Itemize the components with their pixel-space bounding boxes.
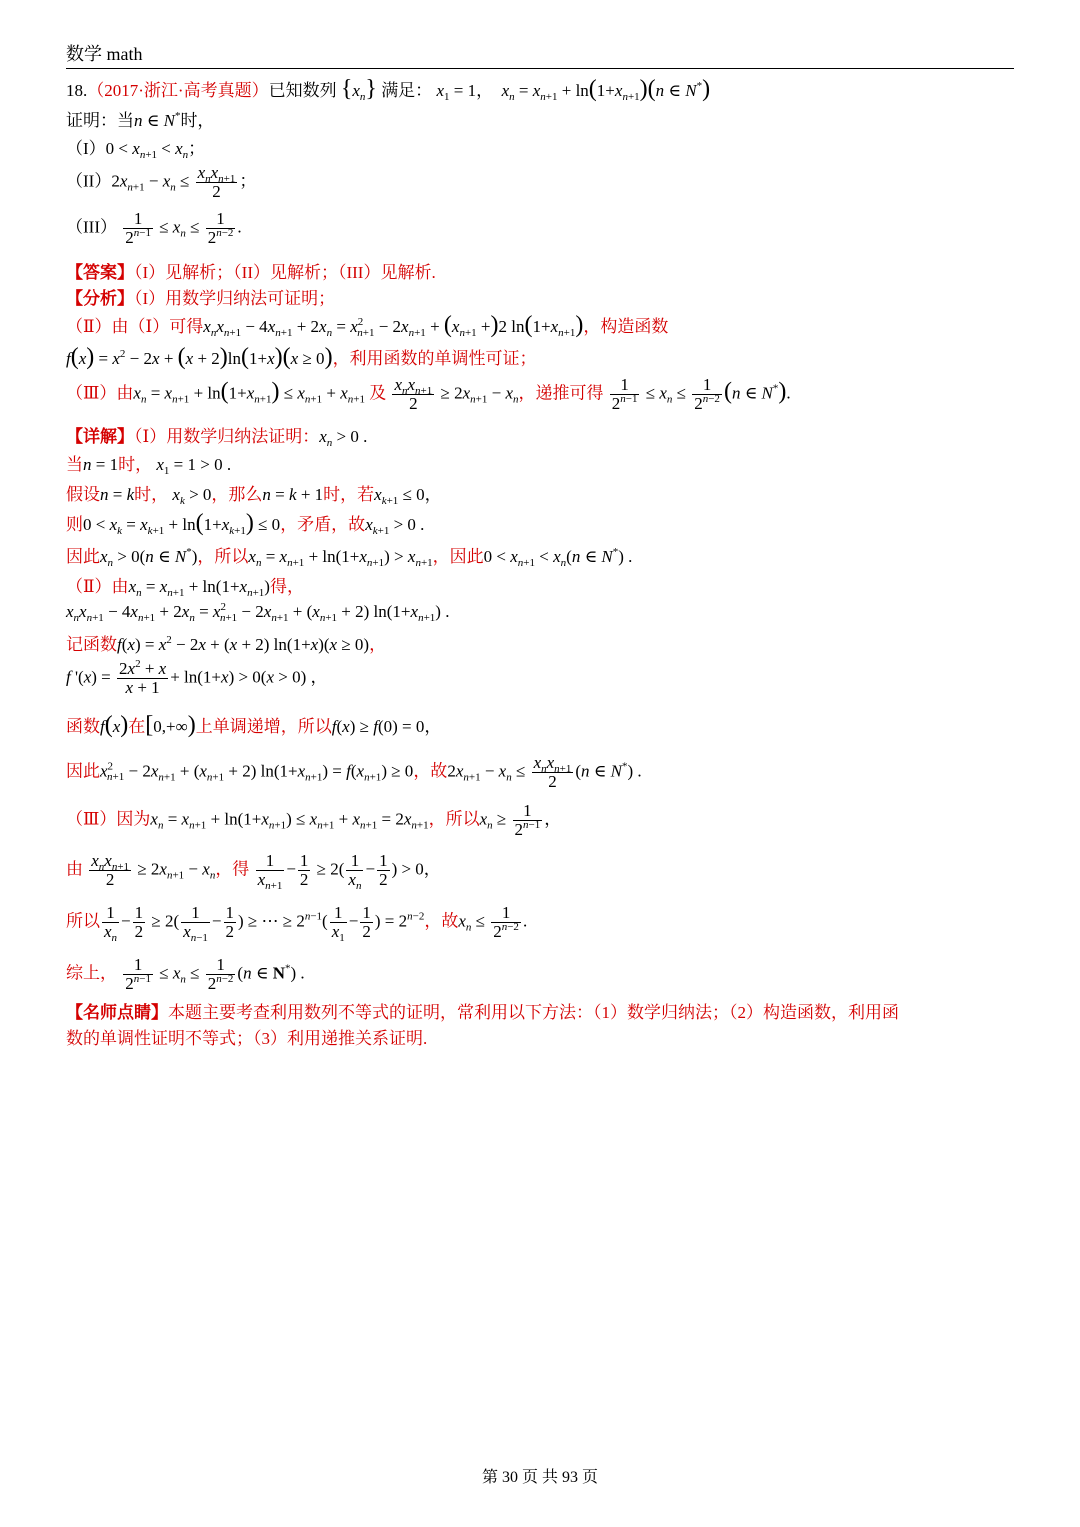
answer-line: 【答案】（I）见解析；（II）见解析；（III）见解析. [66, 263, 436, 282]
part-2: $(II)2x_{n+1} - x_n$ ≤ $\frac{x_nx_{n+1}}{2}$ ； [66, 163, 257, 201]
teacher-note-line-2: 数的单调性证明不等式；（3）利用递推关系证明. [66, 1029, 428, 1048]
detail-line-6: （Ⅱ）由$x_n = x_{n+1} + \ln(1+x_{n+1})$得， [66, 577, 304, 599]
teacher-note-line-1: 【名师点睛】本题主要考查利用数列不等式的证明，常利用以下方法：（1）数学归纳法；（2）构造函数，利用函 [66, 1003, 899, 1022]
part-3: （III） $\frac{1}{2^{n-1}}$ ≤ $x_n$ ≤ $\frac{1}{2^{n-2}}$ . [66, 209, 242, 247]
detail-line-10: 函数f(x)在[0,+∞)上单调递增，所以f(x) ≥ f(0) = 0， [66, 712, 442, 738]
detail-line-13: 由 $\frac{x_nx_{n+1}}{2}$ ≥ $2x_{n+1} - x_n$，得 $\frac{1}{x_{n+1}}$ − $\frac{1}{2}$ ≥ 2( $\frac{1}{x_n}$ − $\frac{1}{2}$ ) > 0， [66, 851, 441, 892]
page-header [66, 42, 1014, 69]
part-1: $(I)0 < x_{n+1} < x_n$； [66, 139, 206, 161]
analysis-line-1: 【分析】（I）用数学归纳法可证明； [66, 289, 336, 308]
page-footer [0, 1464, 1080, 1487]
detail-line-2: 当n = 1时， $x_1 = 1 > 0$ . [66, 455, 232, 477]
detail-line-14: 所以 $\frac{1}{x_n}$ − $\frac{1}{2}$ ≥ 2( $\frac{1}{x_{n-1}}$ − $\frac{1}{2}$ ) ≥ ⋯ ≥ $2^{n-1}$( $\frac{1}{x_1}$ − $\frac{1}{2}$ ) = $2^{n-2}$，故$x_n$ ≤ $\frac{1}{2^{n-2}}$ . [66, 903, 528, 944]
detail-line-11: 因此$x^2_{n+1} - 2x_{n+1} + (x_{n+1} + 2) \ln(1+x_{n+1}) = f(x_{n+1}) \ge 0$，故$2x_{n+1} - x_n$ ≤ $\frac{x_nx_{n+1}}{2}$ (n ∈ N*) . [66, 753, 642, 791]
problem-source: （2017·浙江·高考真题） [87, 81, 269, 100]
detail-line-5: 因此$x_n > 0(n$ ∈ N*)，所以$x_n = x_{n+1} + \ln(1+x_{n+1}) > x_{n+1}$，因此$0 < x_{n+1} < x_n(n$ ∈ N*) . [66, 546, 633, 569]
header-title: 数学 math [66, 44, 143, 64]
analysis-line-4: （Ⅲ）由$x_n = x_{n+1} + \ln(1+x_{n+1}) \le x_{n+1} + x_{n+1}$ 及 $\frac{x_nx_{n+1}}{2}$ ≥ $2x_{n+1} - x_n$，递推可得 $\frac{1}{2^{n-1}}$ ≤ $x_n$ ≤ $\frac{1}{2^{n-2}}$ (n ∈ N*). [66, 375, 791, 413]
detail-line-1: 【详解】（Ⅰ）用数学归纳法证明：$x_n > 0$ . [66, 427, 368, 449]
detail-line-3: 假设n = k时， $x_k > 0$，那么n = k + 1时，若$x_{k+1} \le 0$， [66, 485, 442, 507]
detail-line-9: f '(x) = $\frac{2x^2 + x}{x + 1}$ + ln(1+x) > 0(x > 0) ， [66, 658, 328, 697]
detail-line-8: 记函数$f(x) = x^2 - 2x + (x + 2) \ln(1+x)(x \ge 0)$， [66, 634, 387, 654]
analysis-line-2: （Ⅱ）由（Ⅰ）可得$x_nx_{n+1} - 4x_{n+1} + 2x_n = x^2_{n+1} - 2x_{n+1} + (x_{n+1} +)2$ $\ln(1+x_{n+1})$，构造函数 [66, 312, 669, 339]
detail-line-15: 综上， $\frac{1}{2^{n-1}}$ ≤ $x_n$ ≤ $\frac{1}{2^{n-2}}$ (n ∈ N*) . [66, 955, 305, 993]
page-number: 第 30 页 共 93 页 [481, 1469, 598, 1486]
detail-line-12: （Ⅲ）因为$x_n = x_{n+1} + \ln(1+x_{n+1}) \le x_{n+1} + x_{n+1} = 2x_{n+1}$，所以$x_n$ ≥ $\frac{1}{2^{n-1}}$ ， [66, 801, 562, 839]
detail-line-7: $x_nx_{n+1} - 4x_{n+1} + 2x_n = x^2_{n+1} - 2x_{n+1} + (x_{n+1} + 2)$ $\ln(1+x_{n+1})$ . [66, 601, 450, 624]
analysis-line-3: $f(x) = x^2 - 2x + (x + 2)\ln(1+x)(x \ge 0)$，利用函数的单调性可证； [66, 344, 537, 370]
problem-number: 18. [66, 81, 88, 100]
prove-line: 证明：当n ∈ N*时， [66, 110, 215, 130]
detail-line-4: 则$0 < x_k = x_{k+1} + \ln(1+x_{k+1}) \le 0$，矛盾，故$x_{k+1} > 0$ . [66, 510, 425, 537]
problem-line: 18.（2017·浙江·高考真题）已知数列 $\{x_n\}$ 满足： $x_1 = 1$， $x_n = x_{n+1} + \ln(1+x_{n+1})(n$ ∈ N*) [66, 76, 711, 103]
